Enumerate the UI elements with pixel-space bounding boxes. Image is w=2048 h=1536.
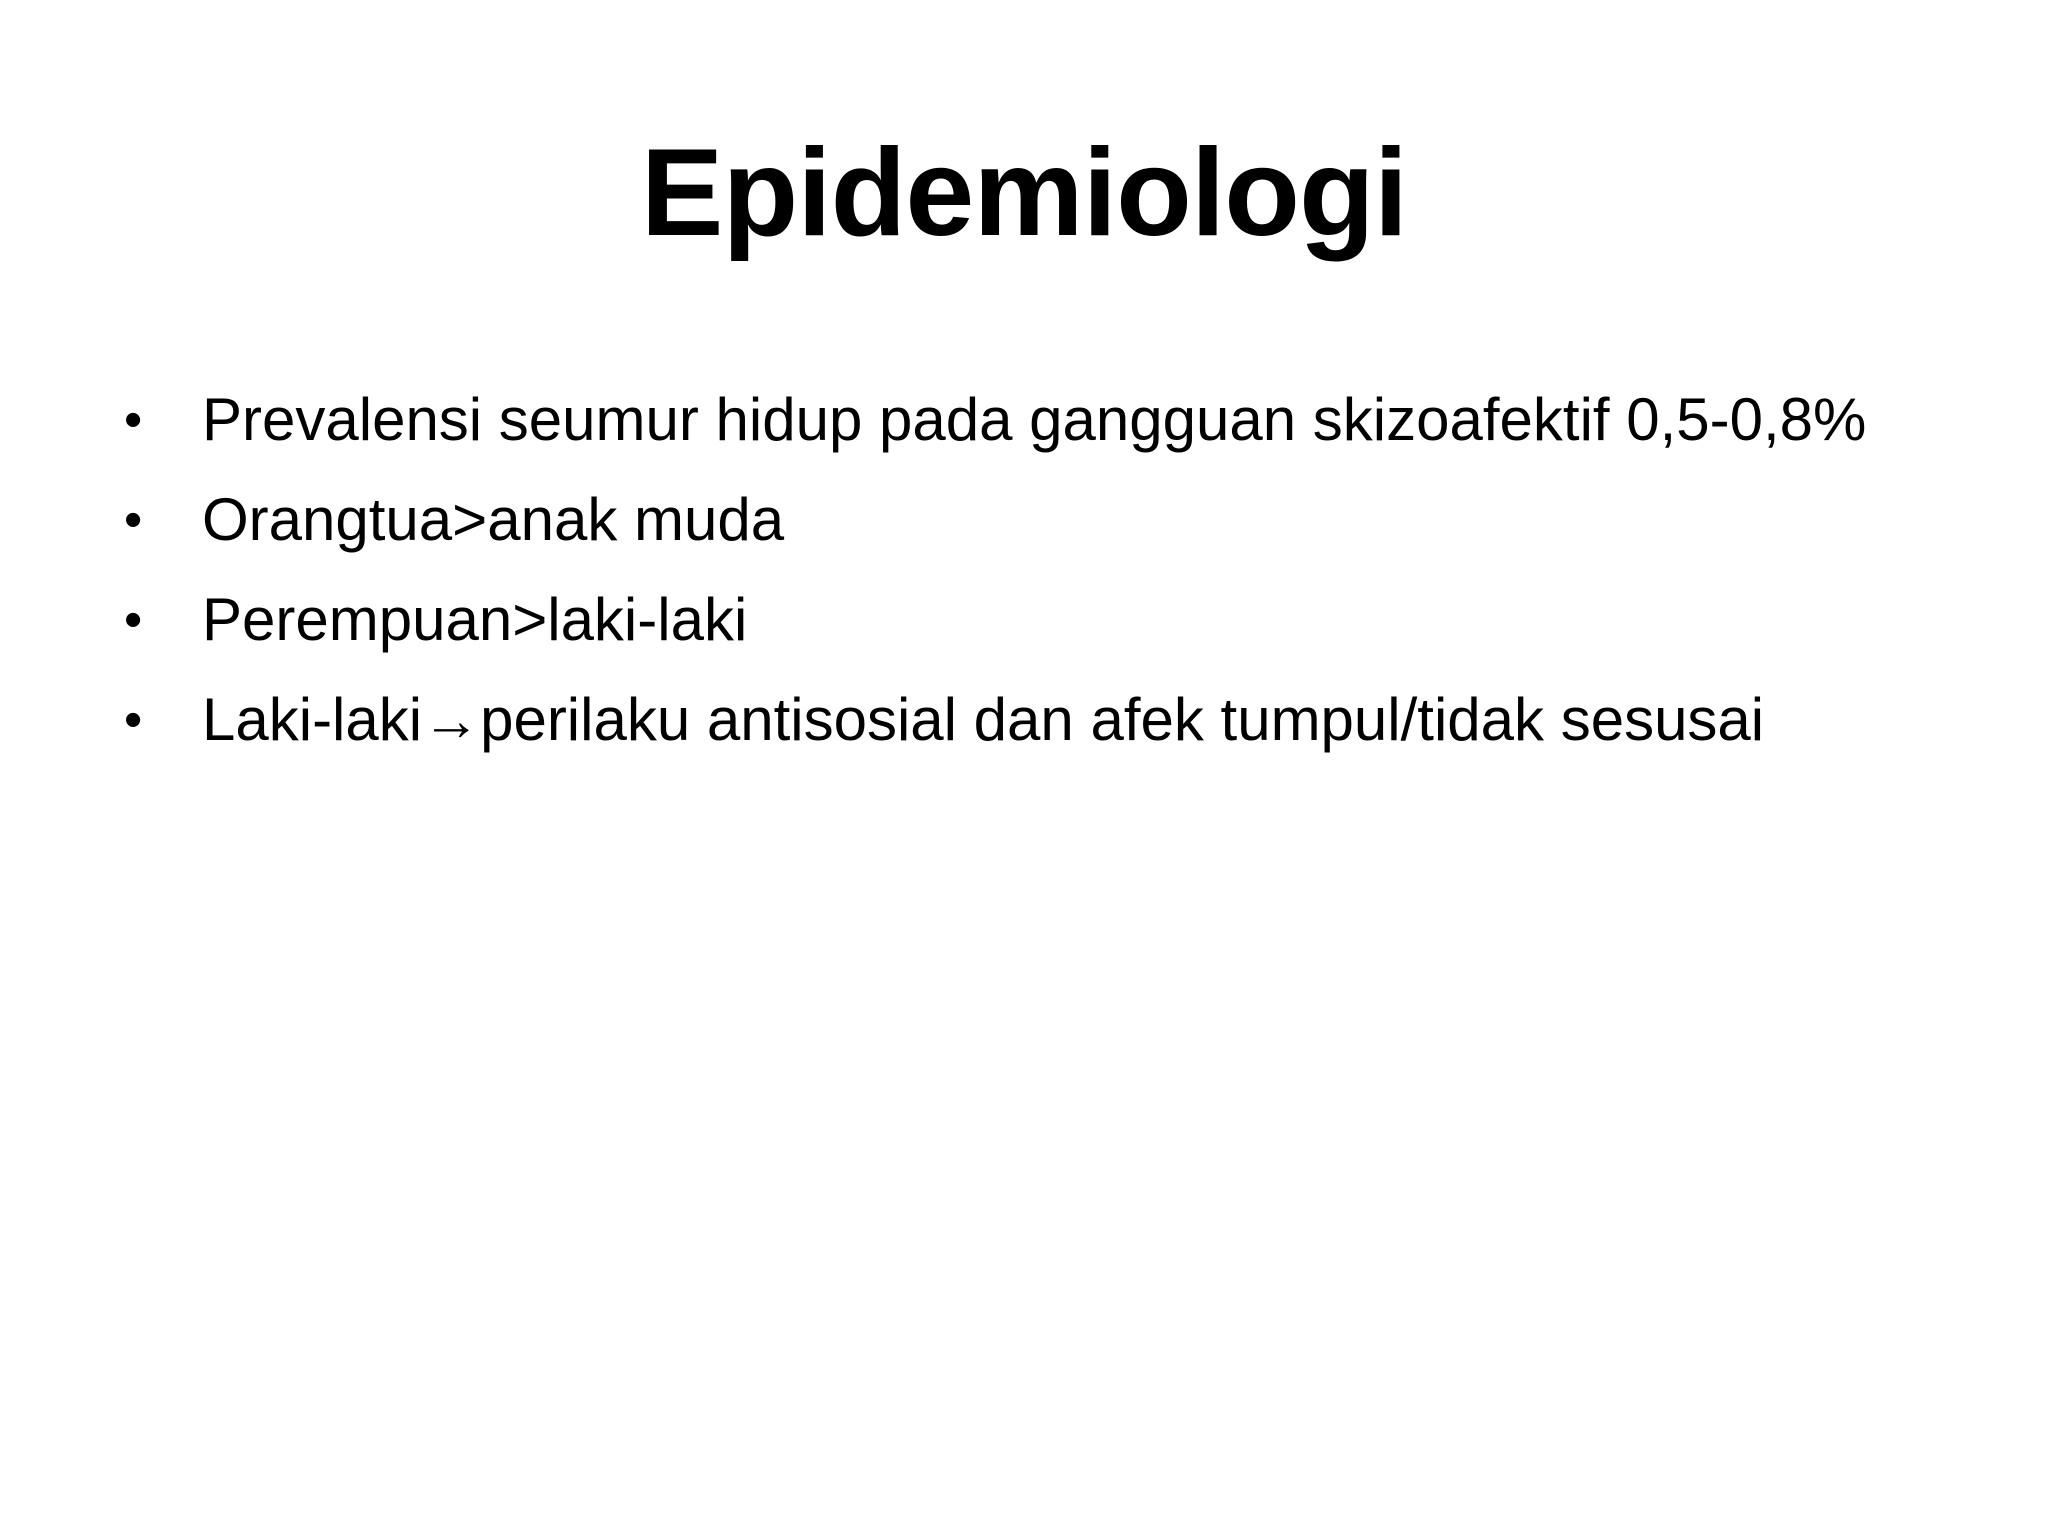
bullet-text-before: Laki-laki <box>202 686 423 753</box>
list-item <box>118 570 1988 670</box>
bullet-icon: • <box>124 691 143 749</box>
bullet-text: Orangtua>anak muda <box>202 486 785 553</box>
bullet-icon: • <box>124 391 143 449</box>
slide-title: Epidemiologi <box>640 124 1408 262</box>
list-item <box>118 470 1988 570</box>
list-item <box>118 670 1988 770</box>
bullet-text: Perempuan>laki-laki <box>202 586 748 653</box>
bullet-list <box>118 370 1988 770</box>
bullet-icon: • <box>124 491 143 549</box>
bullet-text-after: perilaku antisosial dan afek tumpul/tidak sesusai <box>480 686 1765 753</box>
arrow-right-icon: → <box>422 688 481 753</box>
bullet-text <box>202 670 1764 771</box>
bullet-icon: • <box>124 591 143 649</box>
bullet-text: Prevalensi seumur hidup pada gangguan skizoafektif 0,5-0,8% <box>202 386 1867 453</box>
list-item <box>118 370 1988 470</box>
